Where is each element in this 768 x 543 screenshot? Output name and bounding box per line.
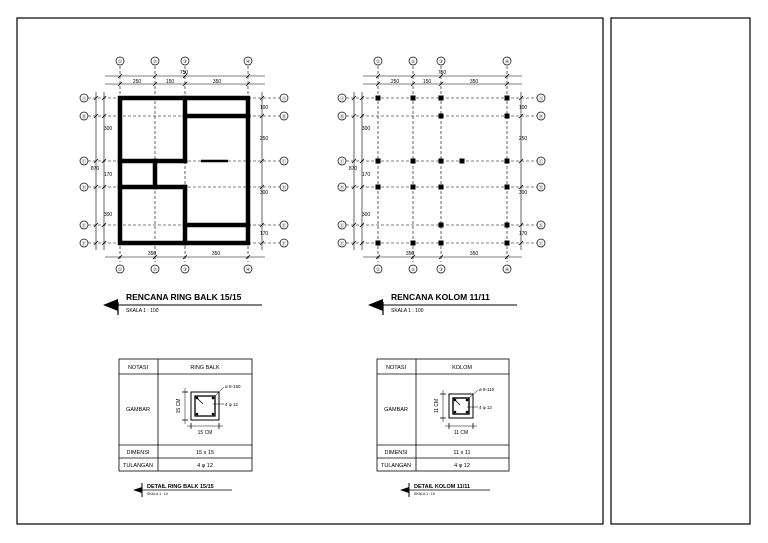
dim-top-2: 150 <box>422 79 432 85</box>
column-mark <box>411 159 416 164</box>
grid-label: ① <box>117 266 123 272</box>
width-label: 15 CM <box>197 430 213 436</box>
grid-label: Ⓐ <box>339 95 345 101</box>
grid-label: Ⓕ <box>81 240 87 246</box>
detail-title-text: DETAIL KOLOM 11/11 <box>414 484 471 490</box>
grid-label: ③ <box>438 266 444 272</box>
dimensi-value: 15 x 15 <box>195 450 215 456</box>
row-dimensi: DIMENSI <box>126 450 150 456</box>
column-mark <box>505 223 510 228</box>
grid-label: ② <box>152 266 158 272</box>
grid-label: Ⓔ <box>538 222 544 228</box>
dim-right-3: 300 <box>259 190 269 196</box>
column-mark <box>439 159 444 164</box>
column-mark <box>411 241 416 246</box>
grid-label: Ⓐ <box>81 95 87 101</box>
dim-right-4: 170 <box>259 231 269 237</box>
column-mark <box>376 185 381 190</box>
grid-label: Ⓓ <box>281 184 287 190</box>
dim-left-total: 870 <box>348 166 358 172</box>
section-ring-balk <box>176 384 241 436</box>
grid-label: Ⓒ <box>339 158 345 164</box>
plan-title-text: RENCANA RING BALK 15/15 <box>126 292 242 302</box>
dim-left-2: 170 <box>361 172 371 178</box>
column-mark <box>505 96 510 101</box>
grid-label: ③ <box>182 266 188 272</box>
grid-label: Ⓕ <box>281 240 287 246</box>
column-mark <box>460 159 465 164</box>
tulangan-value: 4 φ 12 <box>454 463 470 469</box>
sengkang-label: ø 8-110 <box>479 387 495 392</box>
height-label: 11 CM <box>434 398 440 414</box>
dim-left-1: 300 <box>103 126 113 132</box>
detail-table-ring-balk <box>119 359 252 497</box>
detail-title-text: DETAIL RING BALK 15/15 <box>147 484 214 490</box>
row-dimensi: DIMENSI <box>384 450 408 456</box>
dim-top-total: 750 <box>179 70 189 76</box>
plan-title-text: RENCANA KOLOM 11/11 <box>391 292 490 302</box>
grid-label: Ⓔ <box>81 222 87 228</box>
grid-label: ④ <box>245 58 251 64</box>
dim-top-3: 350 <box>212 79 222 85</box>
dim-right-2: 250 <box>259 136 269 142</box>
dim-top-total: 750 <box>437 70 447 76</box>
row-tulangan: TULANGAN <box>123 463 153 469</box>
grid-label: Ⓑ <box>281 113 287 119</box>
row-tulangan: TULANGAN <box>381 463 411 469</box>
grid-label: Ⓒ <box>538 158 544 164</box>
grid-label: ② <box>410 58 416 64</box>
column-mark <box>439 114 444 119</box>
grid-label: ① <box>375 266 381 272</box>
dim-left-total: 870 <box>90 166 100 172</box>
plan-ring-balk <box>80 57 288 315</box>
dim-left-2: 170 <box>103 172 113 178</box>
dim-top-1: 250 <box>390 79 400 85</box>
grid-label: Ⓒ <box>81 158 87 164</box>
column-mark <box>505 114 510 119</box>
grid-label: Ⓑ <box>538 113 544 119</box>
grid-label: Ⓕ <box>339 240 345 246</box>
bar-label: 4 φ 12 <box>225 402 238 407</box>
grid-label: Ⓐ <box>281 95 287 101</box>
plan-scale-text: SKALA 1 : 100 <box>126 308 159 314</box>
plan-title-ring-balk <box>103 292 262 315</box>
column-mark <box>411 185 416 190</box>
dim-right-3: 300 <box>518 190 528 196</box>
grid-label: Ⓑ <box>339 113 345 119</box>
grid-label: ④ <box>245 266 251 272</box>
dim-bottom-2: 350 <box>211 251 221 257</box>
column-mark <box>505 241 510 246</box>
grid-label: ② <box>410 266 416 272</box>
grid-label: Ⓔ <box>281 222 287 228</box>
detail-table-kolom <box>377 359 509 497</box>
dim-top-3: 350 <box>469 79 479 85</box>
plan-title-kolom <box>368 292 517 315</box>
dim-right-1: 100 <box>518 105 528 111</box>
grid-label: Ⓕ <box>538 240 544 246</box>
main-frame <box>17 18 603 524</box>
detail-scale-text: SKALA 1 : 10 <box>147 492 168 496</box>
grid-label: Ⓒ <box>281 158 287 164</box>
column-mark <box>505 159 510 164</box>
detail-scale-text: SKALA 1 : 10 <box>414 492 435 496</box>
grid-label: Ⓓ <box>339 184 345 190</box>
grid-label: ① <box>117 58 123 64</box>
section-kolom <box>434 387 495 436</box>
dim-left-1: 300 <box>361 126 371 132</box>
dim-right-4: 170 <box>518 231 528 237</box>
grid-label: ③ <box>438 58 444 64</box>
header-kolom: KOLOM <box>452 365 472 371</box>
dim-top-2: 150 <box>165 79 175 85</box>
dim-right-2: 250 <box>518 136 528 142</box>
dim-right-1: 100 <box>259 105 269 111</box>
height-label: 15 CM <box>176 398 182 414</box>
detail-title-kolom <box>400 483 490 497</box>
grid-label: ④ <box>504 58 510 64</box>
column-mark <box>376 96 381 101</box>
column-mark <box>439 185 444 190</box>
header-notasi: NOTASI <box>127 365 149 371</box>
dim-bottom-1: 350 <box>147 251 157 257</box>
column-mark <box>439 223 444 228</box>
column-mark <box>439 241 444 246</box>
grid-label: Ⓓ <box>81 184 87 190</box>
tulangan-value: 4 φ 12 <box>197 463 213 469</box>
detail-title-ring-balk <box>133 483 232 497</box>
title-block-frame <box>611 18 750 524</box>
sengkang-label: ø 8-150 <box>225 384 241 389</box>
row-gambar: GAMBAR <box>384 407 408 413</box>
bar-label: 4 φ 12 <box>479 405 492 410</box>
dim-left-3: 300 <box>361 212 371 218</box>
dim-bottom-1: 350 <box>405 251 415 257</box>
grid-label: ① <box>375 58 381 64</box>
column-mark <box>411 96 416 101</box>
dim-bottom-2: 350 <box>469 251 479 257</box>
dim-left-3: 300 <box>103 212 113 218</box>
row-gambar: GAMBAR <box>126 407 150 413</box>
column-mark <box>505 185 510 190</box>
grid-label: Ⓐ <box>538 95 544 101</box>
grid-label: ③ <box>182 58 188 64</box>
dim-top-1: 250 <box>132 79 142 85</box>
grid-label: Ⓔ <box>339 222 345 228</box>
plan-scale-text: SKALA 1 : 100 <box>391 308 424 314</box>
column-mark <box>376 241 381 246</box>
grid-label: Ⓑ <box>81 113 87 119</box>
grid-label: ② <box>152 58 158 64</box>
header-notasi: NOTASI <box>385 365 407 371</box>
column-mark <box>439 96 444 101</box>
width-label: 11 CM <box>453 430 469 436</box>
grid-label: Ⓓ <box>538 184 544 190</box>
header-ring-balk: RING BALK <box>190 365 220 371</box>
dimensi-value: 11 x 11 <box>453 450 471 456</box>
plan-kolom <box>338 57 545 315</box>
column-mark <box>376 159 381 164</box>
grid-label: ④ <box>504 266 510 272</box>
